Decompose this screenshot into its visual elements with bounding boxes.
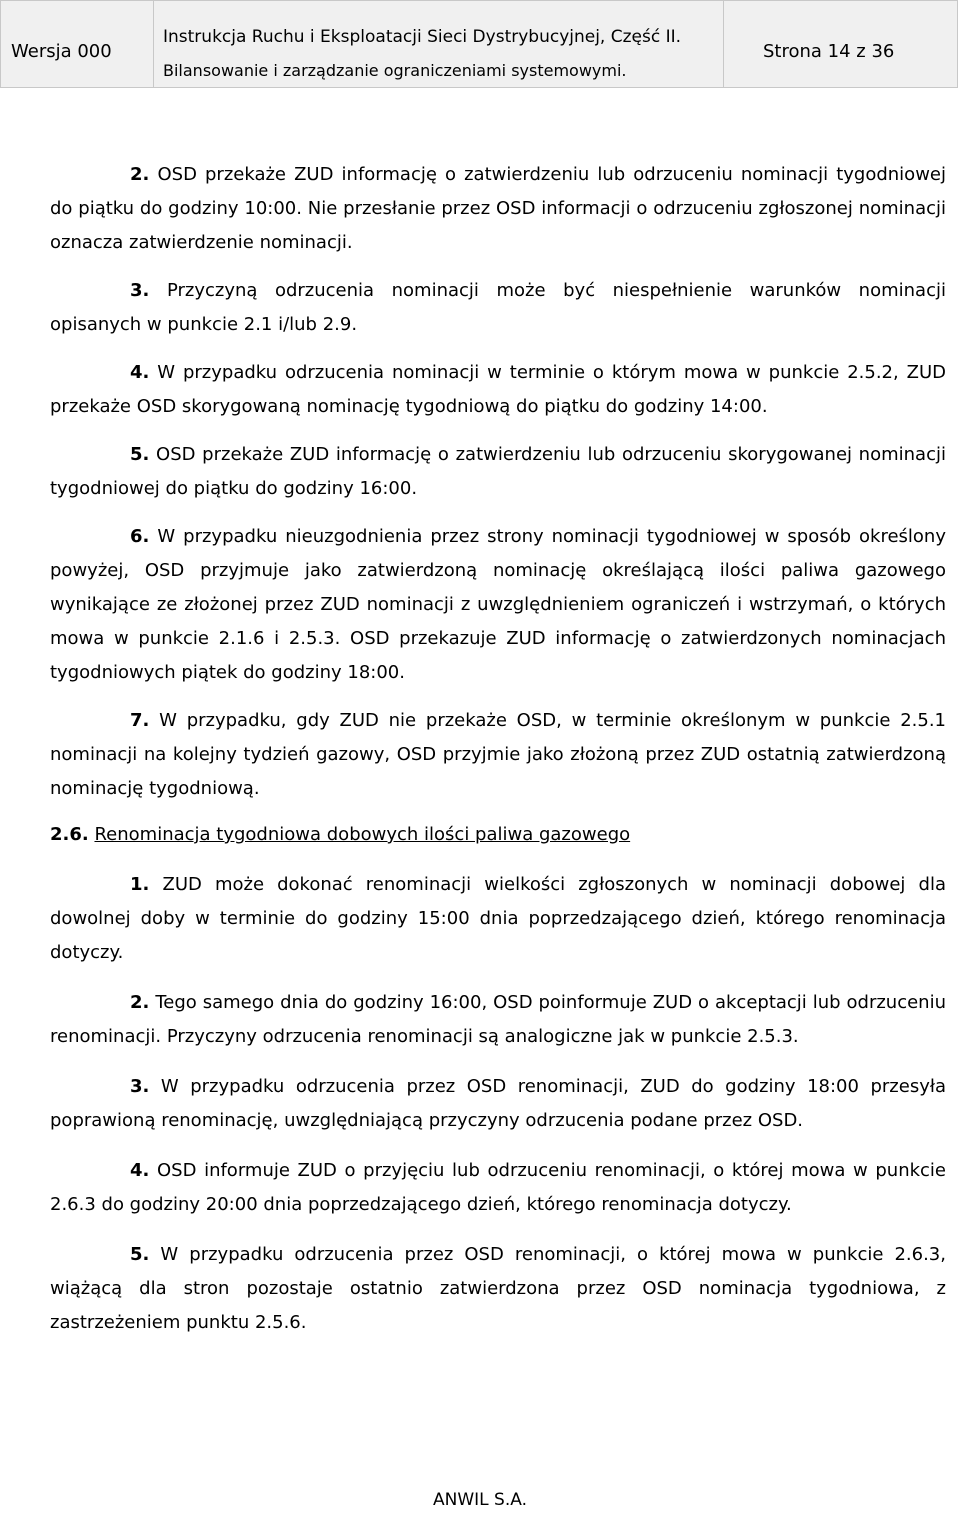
header-title-cell <box>153 1 724 87</box>
section-paragraph-1: 1. ZUD może dokonać renominacji wielkości zgłoszonych w nominacji dobowej dla dowolnej doby w terminie do godziny 15:00 dnia poprzedzającego dzień, którego renominacja dotyczy. <box>50 874 946 963</box>
paragraph-4: 4. W przypadku odrzucenia nominacji w terminie o którym mowa w punkcie 2.5.2, ZUD przekaże OSD skorygowaną nominację tygodniową do piątku do godziny 14:00. <box>50 362 946 417</box>
page-header <box>0 0 958 88</box>
header-version-cell <box>1 1 154 87</box>
paragraph-5: 5. OSD przekaże ZUD informację o zatwierdzeniu lub odrzuceniu skorygowanej nominacji tygodniowej do piątku do godziny 16:00. <box>50 444 946 499</box>
section-heading: 2.6. Renominacja tygodniowa dobowych ilości paliwa gazowego <box>50 824 631 845</box>
document-body <box>50 158 946 1340</box>
section-title: Renominacja tygodniowa dobowych ilości paliwa gazowego <box>94 824 631 845</box>
page-footer: ANWIL S.A. <box>433 1490 527 1510</box>
document-title: Instrukcja Ruchu i Eksploatacji Sieci Dystrybucyjnej, Część II. <box>163 27 682 47</box>
paragraph-6: 6. W przypadku nieuzgodnienia przez strony nominacji tygodniowej w sposób określony powyżej, OSD przyjmuje jako zatwierdzoną nominację określającą ilości paliwa gazowego wynikające ze złożonej przez ZUD nominacji z uwzględnieniem ograniczeń i wstrzymań, o których mowa w punkcie 2.1.6 i 2.5.3. OSD przekazuje ZUD informację o zatwierdzonych nominacjach tygodniowych piątek do godziny 18:00. <box>50 526 946 683</box>
paragraph-2: 2. OSD przekaże ZUD informację o zatwierdzeniu lub odrzuceniu nominacji tygodniowej do piątku do godziny 10:00. Nie przesłanie przez OSD informacji o odrzuceniu zgłoszonej nominacji oznacza zatwierdzenie nominacji. <box>50 164 946 253</box>
document-version: Wersja 000 <box>11 41 112 62</box>
document-subtitle: Bilansowanie i zarządzanie ograniczeniami systemowymi. <box>163 61 627 80</box>
paragraph-3: 3. Przyczyną odrzucenia nominacji może być niespełnienie warunków nominacji opisanych w punkcie 2.1 i/lub 2.9. <box>50 280 946 335</box>
section-paragraph-4: 4. OSD informuje ZUD o przyjęciu lub odrzuceniu renominacji, o której mowa w punkcie 2.6.3 do godziny 20:00 dnia poprzedzającego dzień, którego renominacja dotyczy. <box>50 1160 946 1215</box>
section-paragraph-5: 5. W przypadku odrzucenia przez OSD renominacji, o której mowa w punkcie 2.6.3, wiążącą dla stron pozostaje ostatnio zatwierdzona przez OSD nominacja tygodniowa, z zastrzeżeniem punktu 2.5.6. <box>50 1244 946 1333</box>
page-number: Strona 14 z 36 <box>763 41 895 62</box>
section-paragraph-3: 3. W przypadku odrzucenia przez OSD renominacji, ZUD do godziny 18:00 przesyła poprawioną renominację, uwzględniającą przyczyny odrzucenia podane przez OSD. <box>50 1076 946 1131</box>
paragraph-7: 7. W przypadku, gdy ZUD nie przekaże OSD, w terminie określonym w punkcie 2.5.1 nominacji na kolejny tydzień gazowy, OSD przyjmie jako złożoną przez ZUD ostatnią zatwierdzoną nominację tygodniową. <box>50 710 946 799</box>
section-paragraph-2: 2. Tego samego dnia do godziny 16:00, OSD poinformuje ZUD o akceptacji lub odrzuceniu renominacji. Przyczyny odrzucenia renominacji są analogiczne jak w punkcie 2.5.3. <box>50 992 946 1047</box>
header-page-cell <box>723 1 957 87</box>
